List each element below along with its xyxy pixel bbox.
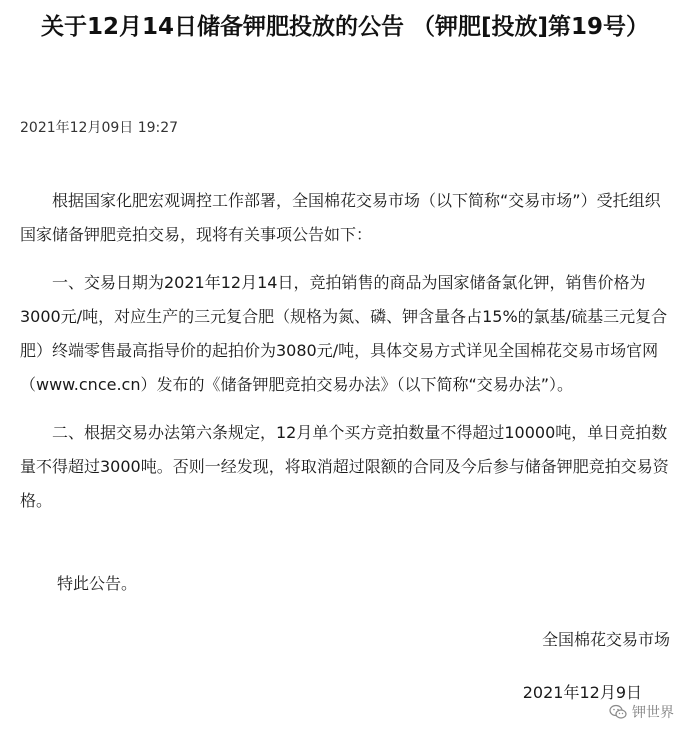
page-title: 关于12月14日储备钾肥投放的公告 （钾肥[投放]第19号） — [40, 14, 650, 40]
signature-organization: 全国棉花交易市场 — [541, 630, 670, 649]
paragraph-item-1: 一、交易日期为2021年12月14日，竞拍销售的商品为国家储备氯化钾，销售价格为3000元/吨，对应生产的三元复合肥（规格为氮、磷、钾含量各占15%的氯基/硫基三元复合肥）终端零售最高指导价的起拍价为3080元/吨，具体交易方式详见全国棉花交易市场官网（www.cnce.cn）发布的《储备钾肥竞拍交易办法》（以下简称“交易办法”）。 — [20, 273, 668, 394]
closing-text: 特此公告。 — [57, 574, 138, 593]
article-body — [20, 184, 672, 532]
watermark-text: 钾世界 — [632, 705, 674, 721]
watermark — [607, 702, 676, 722]
publish-datetime: 2021年12月09日 19:27 — [20, 120, 179, 136]
signature-date: 2021年12月9日 — [522, 683, 642, 702]
paragraph-item-2: 二、根据交易办法第六条规定，12月单个买方竞拍数量不得超过10000吨，单日竞拍数量不得超过3000吨。否则一经发现，将取消超过限额的合同及今后参与储备钾肥竞拍交易资格。 — [20, 423, 669, 510]
paragraph-intro: 根据国家化肥宏观调控工作部署，全国棉花交易市场（以下简称“交易市场”）受托组织国家储备钾肥竞拍交易，现将有关事项公告如下： — [20, 191, 661, 244]
wechat-icon — [609, 704, 627, 720]
